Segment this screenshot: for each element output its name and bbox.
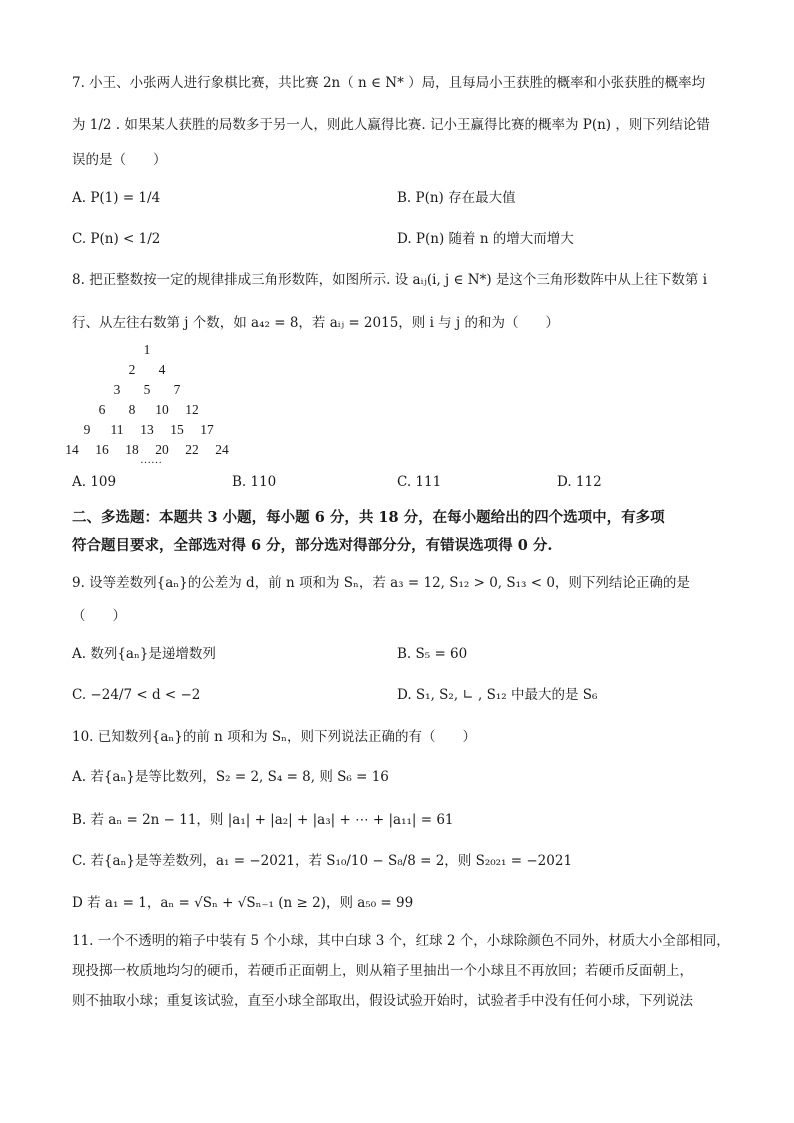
triangle-number: 16	[95, 442, 109, 457]
q9-option-d: D. S₁, S₂, ∟ , S₁₂ 中最大的是 S₆	[397, 687, 598, 703]
q7-option-d: D. P(n) 随着 n 的增大而增大	[397, 231, 574, 247]
q8-option-c: C. 111	[397, 474, 442, 490]
q10-option-d: D 若 a₁ = 1，aₙ = √Sₙ + √Sₙ₋₁ (n ≥ 2)，则 a₅₀ = 99	[72, 895, 414, 911]
triangle-number: 24	[215, 442, 229, 457]
q11-line-2: 现投掷一枚质地均匀的硬币，若硬币正面朝上，则从箱子里抽出一个小球且不再放回；若硬币反面朝上，	[72, 963, 693, 979]
q9-line-2: （ ）	[72, 608, 126, 624]
triangle-number: 18	[125, 442, 139, 457]
triangle-number: 12	[185, 402, 199, 417]
q8-option-a: A. 109	[72, 474, 117, 490]
triangle-ellipsis: ……	[140, 454, 162, 466]
q7-option-a: A. P(1) = 1/4	[72, 190, 161, 206]
triangle-number: 14	[65, 442, 79, 457]
q7-line-3: 误的是（ ）	[72, 152, 167, 168]
triangle-number: 1	[143, 342, 151, 357]
triangle-number: 11	[110, 422, 124, 437]
q7-line-2: 为 1/2 . 如果某人获胜的局数多于另一人，则此人赢得比赛. 记小王赢得比赛的概率为 P(n) ，则下列结论错	[72, 117, 710, 133]
triangle-number: 20	[155, 442, 169, 457]
triangle-number: 22	[185, 442, 199, 457]
q8-option-d: D. 112	[557, 474, 602, 490]
q8-line-2: 行、从左往右数第 j 个数，如 a₄₂ = 8，若 aᵢⱼ = 2015，则 i 与 j 的和为（ ）	[72, 315, 559, 331]
q8-option-b: B. 110	[232, 474, 277, 490]
q11-line-3: 则不抽取小球；重复该试验，直至小球全部取出，假设试验开始时，试验者手中没有任何小球，下列说法	[72, 993, 693, 1009]
triangle-number: 3	[113, 382, 121, 397]
triangle-number: 5	[143, 382, 151, 397]
q7-option-b: B. P(n) 存在最大值	[397, 190, 516, 206]
triangle-number: 2	[128, 362, 136, 377]
triangle-number: 7	[173, 382, 181, 397]
q9-option-a: A. 数列{aₙ}是递增数列	[72, 646, 216, 662]
q10-option-a: A. 若{aₙ}是等比数列，S₂ = 2, S₄ = 8, 则 S₆ = 16	[72, 769, 389, 785]
triangle-number: 6	[98, 402, 106, 417]
triangle-number: 15	[170, 422, 184, 437]
triangle-number: 9	[83, 422, 91, 437]
q10-option-c: C. 若{aₙ}是等差数列，a₁ = −2021，若 S₁₀/10 − S₈/8 = 2，则 S₂₀₂₁ = −2021	[72, 853, 573, 869]
q8-line-1: 8. 把正整数按一定的规律排成三角形数阵，如图所示. 设 aᵢⱼ(i, j ∈ N*) 是这个三角形数阵中从上往下数第 i	[72, 272, 708, 288]
triangle-number: 10	[155, 402, 169, 417]
q9-line-1: 9. 设等差数列{aₙ}的公差为 d，前 n 项和为 Sₙ，若 a₃ = 12, S₁₂ > 0, S₁₃ < 0，则下列结论正确的是	[72, 575, 690, 591]
triangle-number: 17	[200, 422, 214, 437]
q7-option-c: C. P(n) < 1/2	[72, 231, 161, 247]
q10-option-b: B. 若 aₙ = 2n − 11，则 |a₁| + |a₂| + |a₃| + ⋯ + |a₁₁| = 61	[72, 812, 454, 828]
q9-option-b: B. S₅ = 60	[397, 646, 468, 662]
q10-line-1: 10. 已知数列{aₙ}的前 n 项和为 Sₙ，则下列说法正确的有（ ）	[72, 729, 476, 745]
q7-line-1: 7. 小王、小张两人进行象棋比赛，共比赛 2n（ n ∈ N* ）局，且每局小王获胜的概率和小张获胜的概率均	[72, 75, 706, 91]
triangle-number: 13	[140, 422, 154, 437]
triangle-number: 4	[158, 362, 166, 377]
triangle-number: 8	[128, 402, 136, 417]
q9-option-c: C. −24/7 < d < −2	[72, 687, 201, 703]
section-2-heading-line-2: 符合题目要求，全部选对得 6 分，部分选对得部分分，有错误选项得 0 分.	[72, 537, 553, 554]
section-2-heading-line-1: 二、多选题：本题共 3 小题，每小题 6 分，共 18 分，在每小题给出的四个选项中，有多项	[72, 509, 665, 526]
q11-line-1: 11. 一个不透明的箱子中装有 5 个小球，其中白球 3 个，红球 2 个，小球除颜色不同外，材质大小全部相同，	[72, 933, 730, 949]
